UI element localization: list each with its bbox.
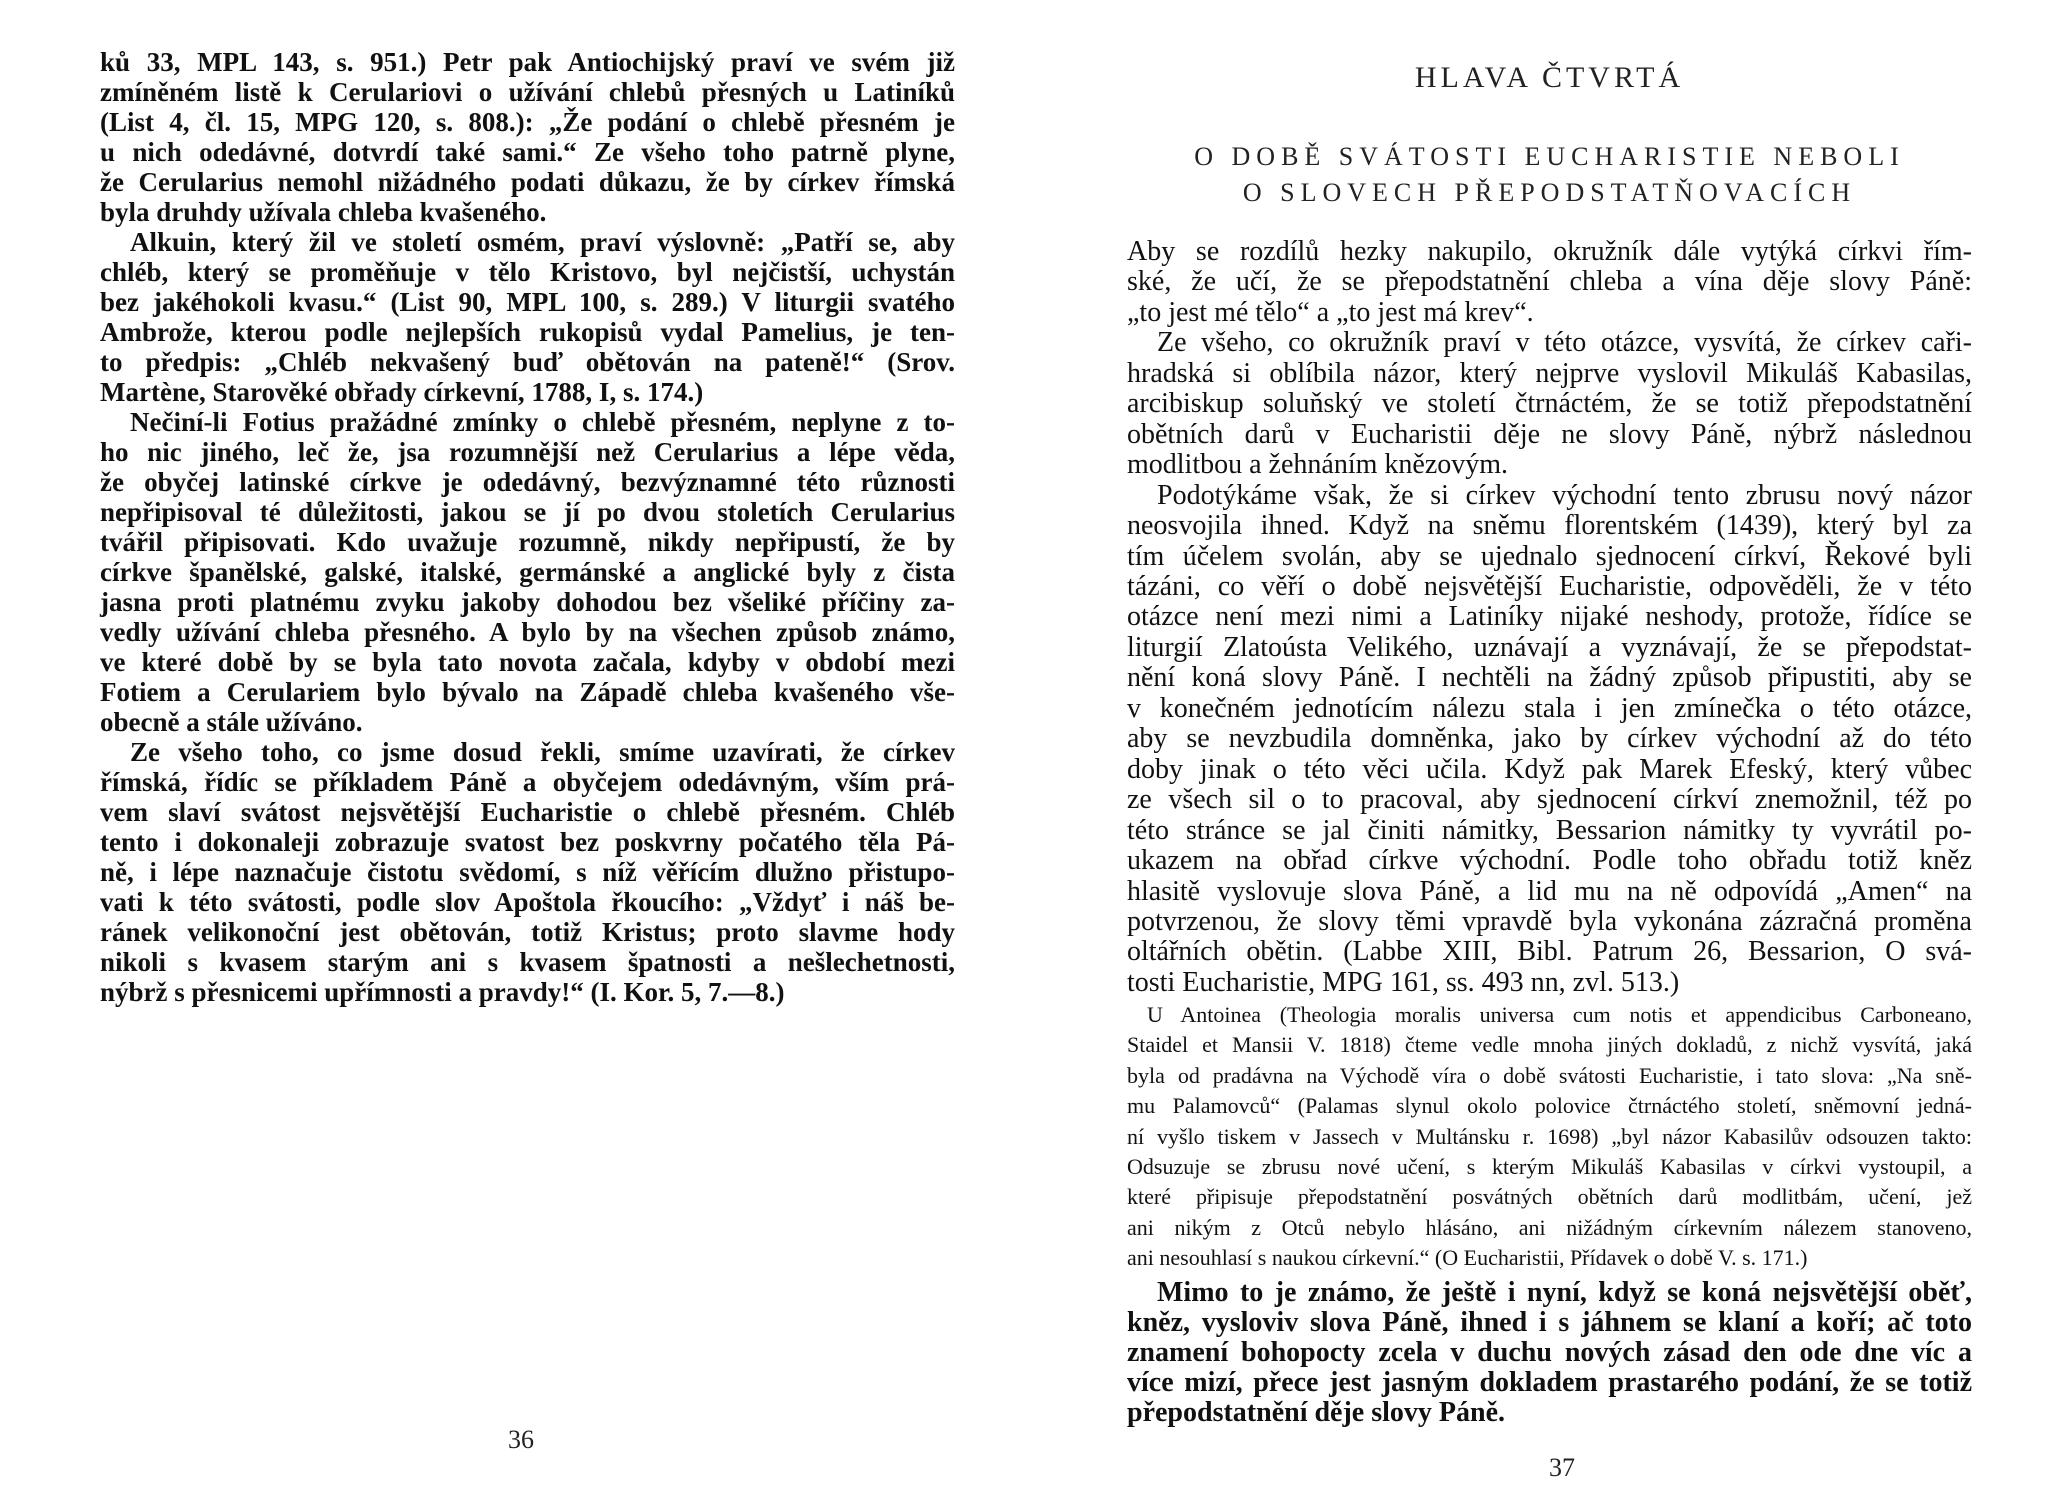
page-number: 37 bbox=[1549, 1453, 1575, 1482]
text-line: doby jinak o této věci učila. Když pak Marek Efeský, který vůbec bbox=[1127, 753, 1972, 785]
chapter-title: HLAVA ČTVRTÁ bbox=[1414, 61, 1685, 94]
text-line: mu Palamovců“ (Palamas slynul okolo polovice čtrnáctého století, sněmovní jedná- bbox=[1127, 1093, 1972, 1119]
paragraph bbox=[100, 47, 955, 227]
text-line: kněz, vysloviv slova Páně, ihned i s jáhnem se klaní a koří; ač toto bbox=[1127, 1307, 1972, 1338]
text-line: U Antoinea (Theologia moralis universa cum notis et appendicibus Carboneano, bbox=[1147, 1002, 1972, 1027]
text-line: církve španělské, galské, italské, germánské a anglické byly z čista bbox=[100, 557, 955, 587]
text-line: obecně a stále užíváno. bbox=[100, 707, 363, 737]
text-line: tento i dokonaleji zobrazuje svatost bez poskvrny počatého těla Pá- bbox=[100, 827, 955, 857]
text-line: u nich odedávné, dotvrdí také sami.“ Ze všeho toho patrně plyne, bbox=[100, 137, 955, 167]
paragraph bbox=[1127, 1000, 1972, 1274]
text-line: vem slaví svátost nejsvětější Eucharistie o chlebě přesném. Chléb bbox=[100, 797, 955, 827]
text-line: římská, řídíc se příkladem Páně a obyčejem odedávným, vším prá- bbox=[100, 767, 955, 797]
paragraph bbox=[1127, 328, 1972, 480]
text-line: Nečiní-li Fotius pražádné zmínky o chlebě přesném, neplyne z to- bbox=[130, 407, 955, 437]
text-line: tím účelem svolán, aby se ujednalo sjednocení církví, Řekové byli bbox=[1127, 540, 1972, 572]
text-line: obětních darů v Eucharistii děje ne slovy Páně, nýbrž následnou bbox=[1127, 418, 1972, 450]
chapter-subtitle bbox=[1127, 139, 1972, 211]
text-line: jasna proti platnému zvyku jakoby dohodou bez všeliké příčiny za- bbox=[100, 587, 955, 617]
text-line: nikoli s kvasem starým ani s kvasem špatnosti a nešlechetnosti, bbox=[100, 947, 955, 977]
paragraph bbox=[100, 227, 955, 407]
text-line: které připisuje přepodstatnění posvátných obětních darů modlitbám, učení, jež bbox=[1127, 1184, 1972, 1210]
text-line: ní vyšlo tiskem v Jassech v Multánsku r. 1698) „byl názor Kabasilův odsouzen takto: bbox=[1127, 1123, 1972, 1149]
text-line: Ambrože, kterou podle nejlepších rukopisů vydal Pamelius, je ten- bbox=[100, 317, 955, 347]
text-line: Ze všeho, co okružník praví v této otázce, vysvítá, že církev caři- bbox=[1157, 327, 1972, 359]
text-line: hlasitě vyslovuje slova Páně, a lid mu na ně odpovídá „Amen“ na bbox=[1127, 875, 1972, 907]
text-line: bez jakéhokoli kvasu.“ (List 90, MPL 100, s. 289.) V liturgii svatého bbox=[100, 287, 955, 317]
text-line: ze všech sil o to pracoval, aby sjednocení církví znemožnil, též po bbox=[1127, 784, 1972, 816]
paragraph bbox=[100, 737, 955, 1007]
small-print-quotation bbox=[1127, 1000, 1972, 1274]
text-line: přepodstatnění děje slovy Páně. bbox=[1127, 1397, 1505, 1428]
text-line: vati k této svátosti, podle slov Apoštola řkoucího: „Vždyť i náš be- bbox=[100, 887, 955, 917]
text-line: neosvojila ihned. Když na sněmu florentském (1439), který byl za bbox=[1127, 510, 1972, 542]
right-page bbox=[1036, 0, 2072, 1500]
left-page-text bbox=[100, 47, 955, 1007]
text-line: tázáni, co věří o době nejsvětější Eucharistie, odpověděli, že v této bbox=[1127, 570, 1972, 602]
text-line: arcibiskup soluňský ve století čtrnáctém, že se totiž přepodstatnění bbox=[1127, 388, 1972, 420]
text-line: oltářních obětin. (Labbe XIII, Bibl. Patrum 26, Bessarion, O svá- bbox=[1127, 936, 1972, 968]
text-line: potvrzenou, že slovy těmi vpravdě byla vykonána zázračná proměna bbox=[1127, 905, 1972, 937]
text-line: ské, že učí, že se přepodstatnění chleba a vína děje slovy Páně: bbox=[1127, 266, 1972, 298]
text-line: nýbrž s přesnicemi upřímnosti a pravdy!“ (I. Kor. 5, 7.—8.) bbox=[100, 977, 785, 1007]
text-line: vedly užívání chleba přesného. A bylo by na všechen způsob známo, bbox=[100, 617, 955, 647]
paragraph bbox=[100, 407, 955, 737]
text-line: ukazem na obřad církve východní. Podle toho obřadu totiž kněz bbox=[1127, 845, 1972, 877]
text-line: aby se nevzbudila domněnka, jako by církev východní až do této bbox=[1127, 723, 1972, 755]
paragraph bbox=[1127, 1278, 1972, 1428]
text-line: byla od pradávna na Východě víra o době svátosti Eucharistie, i tato slova: „Na sně- bbox=[1127, 1062, 1972, 1088]
text-line: Aby se rozdílů hezky nakupilo, okružník dále vytýká církvi řím- bbox=[1127, 236, 1972, 267]
text-line: ho nic jiného, leč že, jsa rozumnější než Cerularius a lépe věda, bbox=[100, 437, 955, 467]
text-line: nepřipisoval té důležitosti, jakou se jí po dvou stoletích Cerularius bbox=[100, 497, 955, 527]
text-line: ků 33, MPL 143, s. 951.) Petr pak Antiochijský praví ve svém již bbox=[100, 47, 955, 77]
right-page-text bbox=[1127, 237, 1972, 998]
paragraph bbox=[1127, 481, 1972, 999]
text-line: byla druhdy užívala chleba kvašeného. bbox=[100, 197, 547, 227]
page-number: 36 bbox=[508, 1425, 534, 1454]
paragraph bbox=[1127, 237, 1972, 328]
text-line: to předpis: „Chléb nekvašený buď obětován na pateně!“ (Srov. bbox=[100, 347, 955, 377]
text-line: Staidel et Mansii V. 1818) čteme vedle mnoha jiných dokladů, z nichž vysvítá, jaká bbox=[1127, 1032, 1972, 1058]
text-line: Fotiem a Cerulariem bylo bývalo na Západě chleba kvašeného vše- bbox=[100, 677, 955, 707]
text-line: tosti Eucharistie, MPG 161, ss. 493 nn, zvl. 513.) bbox=[1127, 966, 1680, 998]
text-line: Podotýkáme však, že si církev východní tento zbrusu nový názor bbox=[1157, 479, 1972, 511]
closing-text bbox=[1127, 1278, 1972, 1428]
text-line: ani nikým z Otců nebylo hlásáno, ani nižádným církevním nálezem stanoveno, bbox=[1127, 1214, 1972, 1240]
text-line: že Cerularius nemohl nižádného podati důkazu, že by církev římská bbox=[100, 167, 955, 197]
chapter-subtitle-line: O SLOVECH PŘEPODSTATŇOVACÍCH bbox=[1242, 178, 1857, 207]
text-line: znamení bohopocty zcela v duchu nových zásad den ode dne víc a bbox=[1127, 1337, 1972, 1368]
text-line: že obyčej latinské církve je odedávný, bezvýznamné této různosti bbox=[100, 467, 955, 497]
text-line: Ze všeho toho, co jsme dosud řekli, smíme uzavírati, že církev bbox=[130, 737, 955, 767]
text-line: „to jest mé tělo“ a „to jest má krev“. bbox=[1127, 296, 1534, 328]
text-line: Alkuin, který žil ve století osmém, praví výslovně: „Patří se, aby bbox=[130, 227, 955, 257]
text-line: hradská si oblíbila názor, který nejprve vyslovil Mikuláš Kabasilas, bbox=[1127, 357, 1972, 389]
text-line: Odsuzuje se zbrusu nové učení, s kterým Mikuláš Kabasilas v církvi vystoupil, a bbox=[1127, 1154, 1972, 1180]
text-line: v konečném jednotícím nálezu stala i jen zmínečka o této otázce, bbox=[1127, 692, 1972, 724]
text-line: ně, i lépe naznačuje čistotu svědomí, s níž věřícím dlužno přistupo- bbox=[100, 857, 955, 887]
text-line: ani nesouhlasí s naukou církevní.“ (O Eucharistii, Přídavek o době V. s. 171.) bbox=[1127, 1245, 1808, 1271]
text-line: tvářil připisovati. Kdo uvažuje rozumně, nikdy nepřipustí, že by bbox=[100, 527, 955, 557]
text-line: liturgií Zlatoústa Velikého, uznávají a vyznávají, že se přepodstat- bbox=[1127, 631, 1972, 663]
text-line: této stránce se jal činiti námitky, Bessarion námitky ty vyvrátil po- bbox=[1127, 814, 1972, 846]
text-line: ve které době by se byla tato novota začala, kdyby v období mezi bbox=[100, 647, 955, 677]
text-line: zmíněném listě k Cerulariovi o užívání chlebů přesných u Latiníků bbox=[100, 77, 955, 107]
text-line: otázce není mezi nimi a Latiníky nijaké neshody, protože, řídíce se bbox=[1127, 601, 1972, 633]
text-line: nění koná slovy Páně. I nechtěli na žádný způsob připustiti, aby se bbox=[1127, 662, 1972, 694]
text-line: Martène, Starověké obřady církevní, 1788, I, s. 174.) bbox=[100, 377, 704, 407]
text-line: Mimo to je známo, že ještě i nyní, když se koná nejsvětější oběť, bbox=[1157, 1277, 1972, 1308]
text-line: ránek velikonoční jest obětován, totiž Kristus; proto slavme hody bbox=[100, 917, 955, 947]
chapter-subtitle-line: O DOBĚ SVÁTOSTI EUCHARISTIE NEBOLI bbox=[1194, 142, 1905, 171]
text-line: modlitbou a žehnáním knězovým. bbox=[1127, 449, 1509, 481]
text-line: chléb, který se proměňuje v tělo Kristovo, byl nejčistší, uchystán bbox=[100, 257, 955, 287]
text-line: (List 4, čl. 15, MPG 120, s. 808.): „Že podání o chlebě přesném je bbox=[100, 107, 955, 137]
text-line: více mizí, přece jest jasným dokladem prastarého podání, že se totiž bbox=[1127, 1367, 1972, 1398]
